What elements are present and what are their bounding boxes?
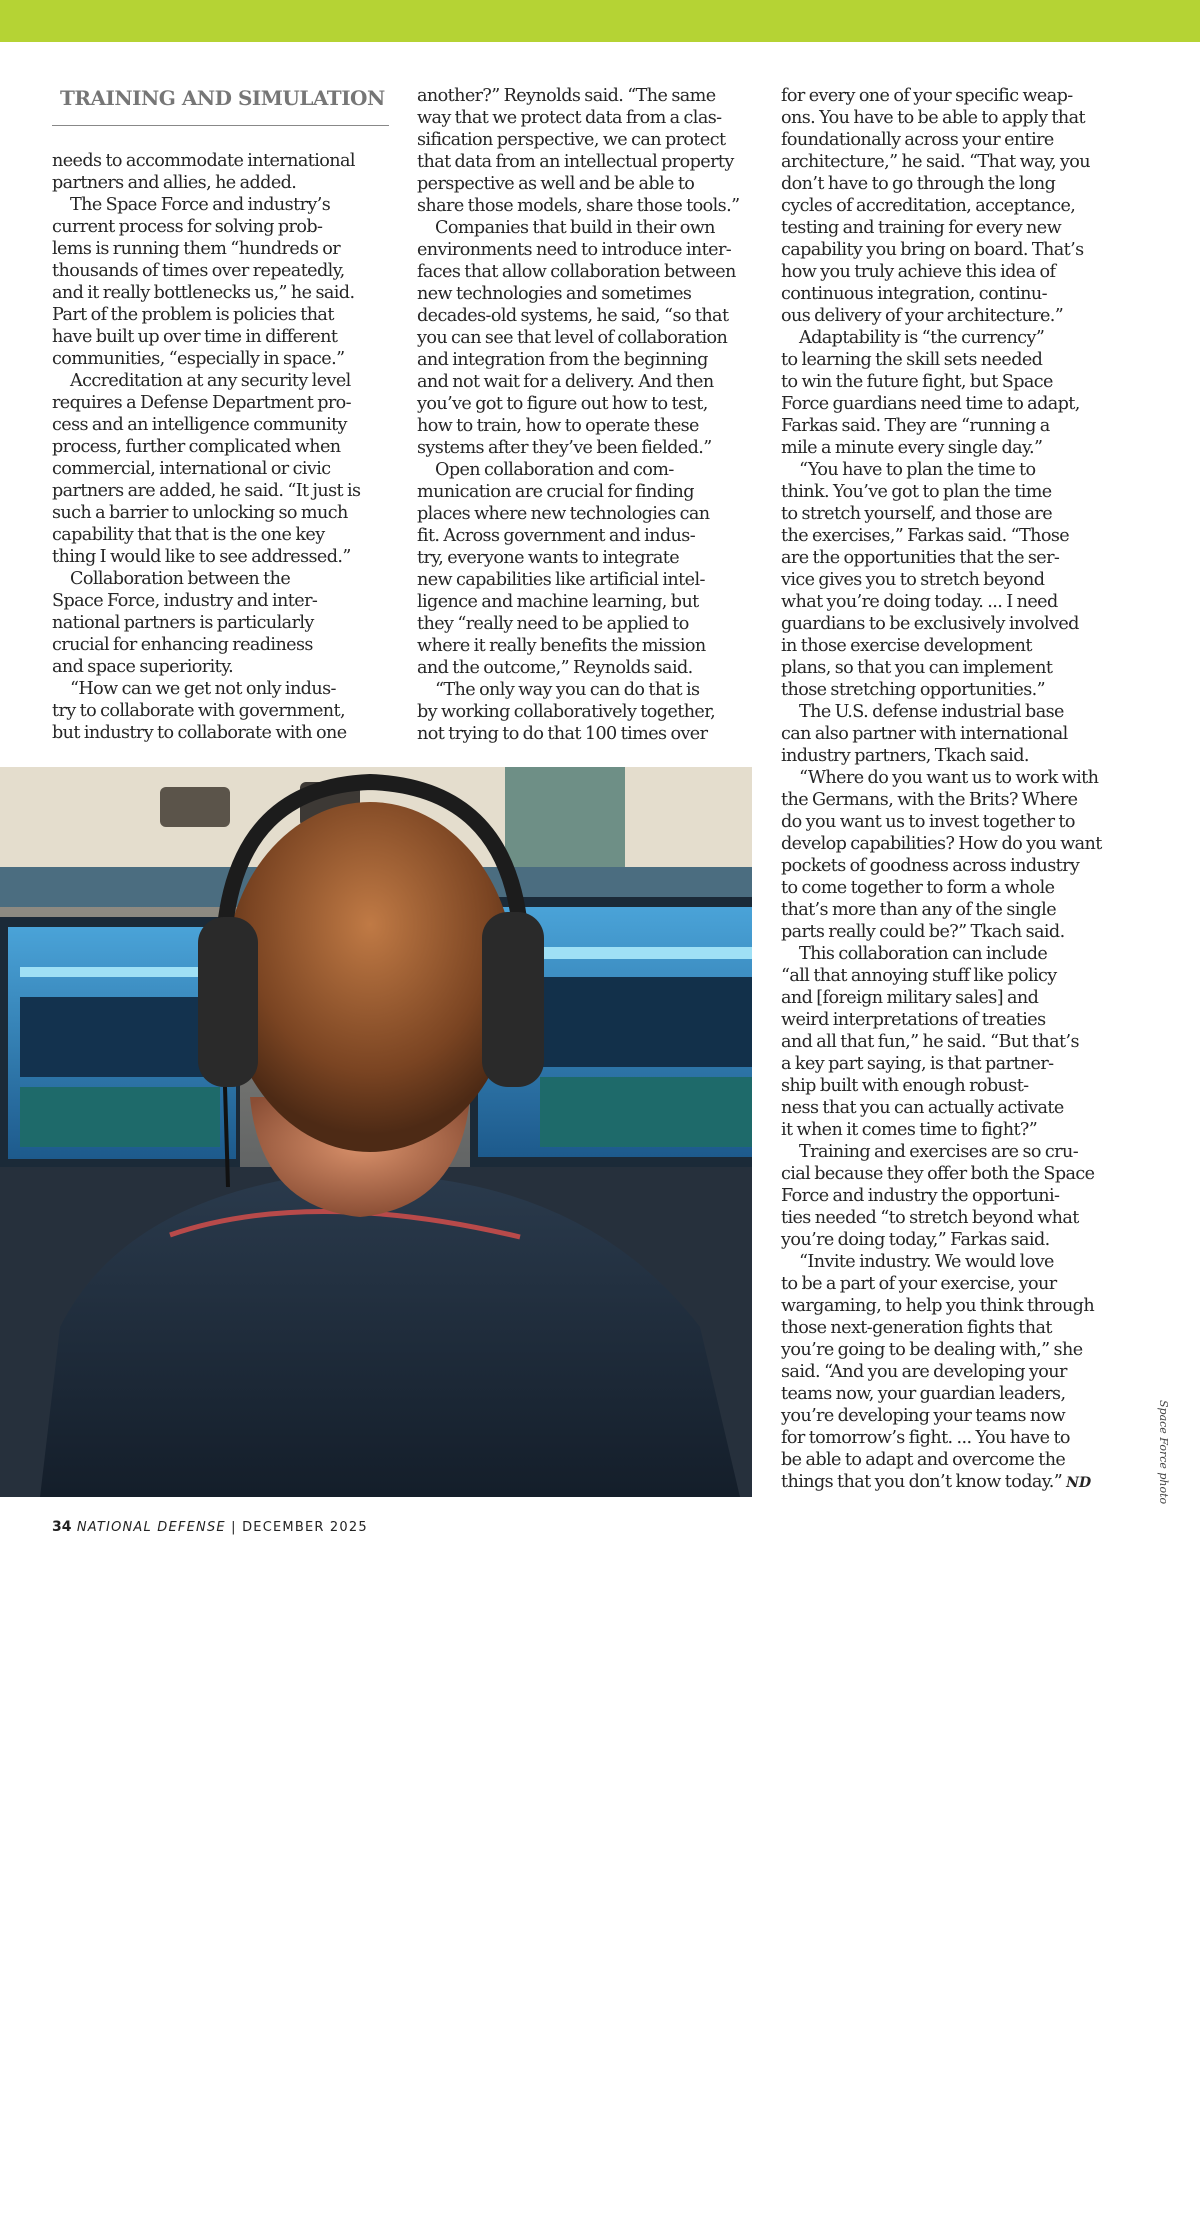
- article-line: the exercises,” Farkas said. “Those: [781, 526, 1070, 546]
- article-line: wargaming, to help you think through: [781, 1296, 1095, 1316]
- article-line: cess and an intelligence community: [52, 415, 347, 435]
- article-line: cycles of accreditation, acceptance,: [781, 196, 1076, 216]
- section-title: TRAINING AND SIMULATION: [60, 86, 385, 110]
- article-line: needs to accommodate international: [52, 151, 355, 171]
- article-line: to win the future fight, but Space: [781, 372, 1053, 392]
- article-line: perspective as well and be able to: [417, 174, 695, 194]
- article-line: you’re doing today,” Farkas said.: [781, 1230, 1050, 1250]
- photo-credit: Space Force photo: [1157, 1400, 1170, 1505]
- article-line: another?” Reynolds said. “The same: [417, 86, 716, 106]
- article-line: those stretching opportunities.”: [781, 680, 1046, 700]
- article-line: the Germans, with the Brits? Where: [781, 790, 1078, 810]
- article-line: fit. Across government and indus-: [417, 526, 696, 546]
- article-line: how you truly achieve this idea of: [781, 262, 1056, 282]
- article-line: way that we protect data from a clas-: [417, 108, 722, 128]
- article-line: “Where do you want us to work with: [799, 768, 1099, 788]
- article-line: and [foreign military sales] and: [781, 988, 1039, 1008]
- article-line: capability that that is the one key: [52, 525, 325, 545]
- article-line: Collaboration between the: [70, 569, 291, 589]
- article-line: that’s more than any of the single: [781, 900, 1057, 920]
- article-line: don’t have to go through the long: [781, 174, 1056, 194]
- article-line: thousands of times over repeatedly,: [52, 261, 345, 281]
- article-line: and integration from the beginning: [417, 350, 708, 370]
- article-line: The Space Force and industry’s: [70, 195, 331, 215]
- article-line: think. You’ve got to plan the time: [781, 482, 1052, 502]
- article-line: and all that fun,” he said. “But that’s: [781, 1032, 1079, 1052]
- article-line: plans, so that you can implement: [781, 658, 1053, 678]
- article-line: “How can we get not only indus-: [70, 679, 336, 699]
- article-line: have built up over time in different: [52, 327, 338, 347]
- article-line: Open collaboration and com-: [435, 460, 674, 480]
- article-line: it when it comes time to fight?”: [781, 1120, 1038, 1140]
- article-line: Part of the problem is policies that: [52, 305, 334, 325]
- article-line: are the opportunities that the ser-: [781, 548, 1060, 568]
- article-line: thing I would like to see addressed.”: [52, 547, 351, 567]
- article-line: vice gives you to stretch beyond: [781, 570, 1045, 590]
- article-line: communities, “especially in space.”: [52, 349, 345, 369]
- article-line: things that you don’t know today.” ND: [781, 1472, 1092, 1492]
- article-line: you’re going to be dealing with,” she: [781, 1340, 1083, 1360]
- article-line: places where new technologies can: [417, 504, 710, 524]
- article-line: you’re developing your teams now: [781, 1406, 1066, 1426]
- section-title-rule: [52, 125, 389, 126]
- article-line: do you want us to invest together to: [781, 812, 1075, 832]
- article-line: This collaboration can include: [799, 944, 1048, 964]
- article-line: a key part saying, is that partner-: [781, 1054, 1054, 1074]
- issue-date: DECEMBER 2025: [242, 1520, 368, 1535]
- article-line: systems after they’ve been fielded.”: [417, 438, 712, 458]
- article-line: national partners is particularly: [52, 613, 314, 633]
- page-footer: [52, 1519, 368, 1535]
- article-line: Force and industry the opportuni-: [781, 1186, 1060, 1206]
- article-line: pockets of goodness across industry: [781, 856, 1080, 876]
- article-line: environments need to introduce inter-: [417, 240, 732, 260]
- article-line: partners are added, he said. “It just is: [52, 481, 361, 501]
- article-line: share those models, share those tools.”: [417, 196, 740, 216]
- article-line: foundationally across your entire: [781, 130, 1054, 150]
- article-column-1: [52, 150, 360, 744]
- article-line: new capabilities like artificial intel-: [417, 570, 705, 590]
- article-line: but industry to collaborate with one: [52, 723, 347, 743]
- article-line: try, everyone wants to integrate: [417, 548, 680, 568]
- article-line: sification perspective, we can protect: [417, 130, 726, 150]
- article-line: to learning the skill sets needed: [781, 350, 1043, 370]
- article-line: capability you bring on board. That’s: [781, 240, 1084, 260]
- article-line: you’ve got to figure out how to test,: [417, 394, 708, 414]
- article-line: process, further complicated when: [52, 437, 341, 457]
- article-line: “Invite industry. We would love: [799, 1252, 1054, 1272]
- article-line: weird interpretations of treaties: [781, 1010, 1046, 1030]
- article-line: for tomorrow’s fight. ... You have to: [781, 1428, 1070, 1448]
- article-line: lems is running them “hundreds or: [52, 239, 341, 259]
- article-line: commercial, international or civic: [52, 459, 331, 479]
- article-line: Training and exercises are so cru-: [799, 1142, 1079, 1162]
- page-number: 34: [52, 1519, 72, 1535]
- article-line: what you’re doing today. ... I need: [781, 592, 1058, 612]
- article-line: and space superiority.: [52, 657, 234, 677]
- article-line: The U.S. defense industrial base: [799, 702, 1064, 722]
- article-line: they “really need to be applied to: [417, 614, 689, 634]
- article-line: ship built with enough robust-: [781, 1076, 1029, 1096]
- article-line: and it really bottlenecks us,” he said.: [52, 283, 355, 303]
- footer-separator: |: [231, 1520, 237, 1535]
- article-line: not trying to do that 100 times over: [417, 724, 708, 744]
- article-line: parts really could be?” Tkach said.: [781, 922, 1065, 942]
- article-line: try to collaborate with government,: [52, 701, 346, 721]
- article-line: testing and training for every new: [781, 218, 1062, 238]
- article-line: requires a Defense Department pro-: [52, 393, 352, 413]
- top-accent-bar: [0, 0, 1200, 42]
- article-line: Space Force, industry and inter-: [52, 591, 318, 611]
- article-line: how to train, how to operate these: [417, 416, 699, 436]
- article-line: Farkas said. They are “running a: [781, 416, 1050, 436]
- article-line: those next-generation fights that: [781, 1318, 1052, 1338]
- article-line: to be a part of your exercise, your: [781, 1274, 1057, 1294]
- article-line: mile a minute every single day.”: [781, 438, 1043, 458]
- article-line: current process for solving prob-: [52, 217, 323, 237]
- article-line: “all that annoying stuff like policy: [781, 966, 1057, 986]
- article-column-2: [417, 85, 739, 745]
- article-line: crucial for enhancing readiness: [52, 635, 313, 655]
- article-line: ligence and machine learning, but: [417, 592, 699, 612]
- photo-caption: A civilian member assigned to the 25th Space Range Squadron conducts range control opera- tions during exercise Resolute Space 2025.: [52, 2189, 375, 2236]
- article-line: can also partner with international: [781, 724, 1068, 744]
- end-mark: ND: [1066, 1475, 1092, 1491]
- article-line: ness that you can actually activate: [781, 1098, 1064, 1118]
- article-line: Companies that build in their own: [435, 218, 715, 238]
- article-line: ties needed “to stretch beyond what: [781, 1208, 1079, 1228]
- article-line: continuous integration, continu-: [781, 284, 1047, 304]
- article-line: in those exercise development: [781, 636, 1032, 656]
- article-line: munication are crucial for finding: [417, 482, 694, 502]
- article-line: and not wait for a delivery. And then: [417, 372, 714, 392]
- article-line: teams now, your guardian leaders,: [781, 1384, 1066, 1404]
- article-line: cial because they offer both the Space: [781, 1164, 1095, 1184]
- article-line: new technologies and sometimes: [417, 284, 692, 304]
- article-line: “You have to plan the time to: [799, 460, 1036, 480]
- article-line: where it really benefits the mission: [417, 636, 706, 656]
- article-line: architecture,” he said. “That way, you: [781, 152, 1090, 172]
- article-line: industry partners, Tkach said.: [781, 746, 1029, 766]
- article-line: by working collaboratively together,: [417, 702, 716, 722]
- article-line: Accreditation at any security level: [70, 371, 351, 391]
- article-line: and the outcome,” Reynolds said.: [417, 658, 693, 678]
- article-line: to stretch yourself, and those are: [781, 504, 1053, 524]
- magazine-name: NATIONAL DEFENSE: [76, 1520, 226, 1535]
- article-line: to come together to form a whole: [781, 878, 1055, 898]
- article-line: be able to adapt and overcome the: [781, 1450, 1066, 1470]
- article-line: such a barrier to unlocking so much: [52, 503, 348, 523]
- article-line: faces that allow collaboration between: [417, 262, 736, 282]
- article-line: Force guardians need time to adapt,: [781, 394, 1080, 414]
- article-line: for every one of your specific weap-: [781, 86, 1073, 106]
- article-line: partners and allies, he added.: [52, 173, 297, 193]
- article-line: guardians to be exclusively involved: [781, 614, 1079, 634]
- article-line: Adaptability is “the currency”: [799, 328, 1045, 348]
- article-line: develop capabilities? How do you want: [781, 834, 1102, 854]
- article-line: “The only way you can do that is: [435, 680, 700, 700]
- article-line: decades-old systems, he said, “so that: [417, 306, 729, 326]
- article-line: you can see that level of collaboration: [417, 328, 728, 348]
- article-line: ons. You have to be able to apply that: [781, 108, 1085, 128]
- article-line: said. “And you are developing your: [781, 1362, 1067, 1382]
- article-line: that data from an intellectual property: [417, 152, 734, 172]
- article-column-3: [781, 85, 1102, 1493]
- article-line: ous delivery of your architecture.”: [781, 306, 1064, 326]
